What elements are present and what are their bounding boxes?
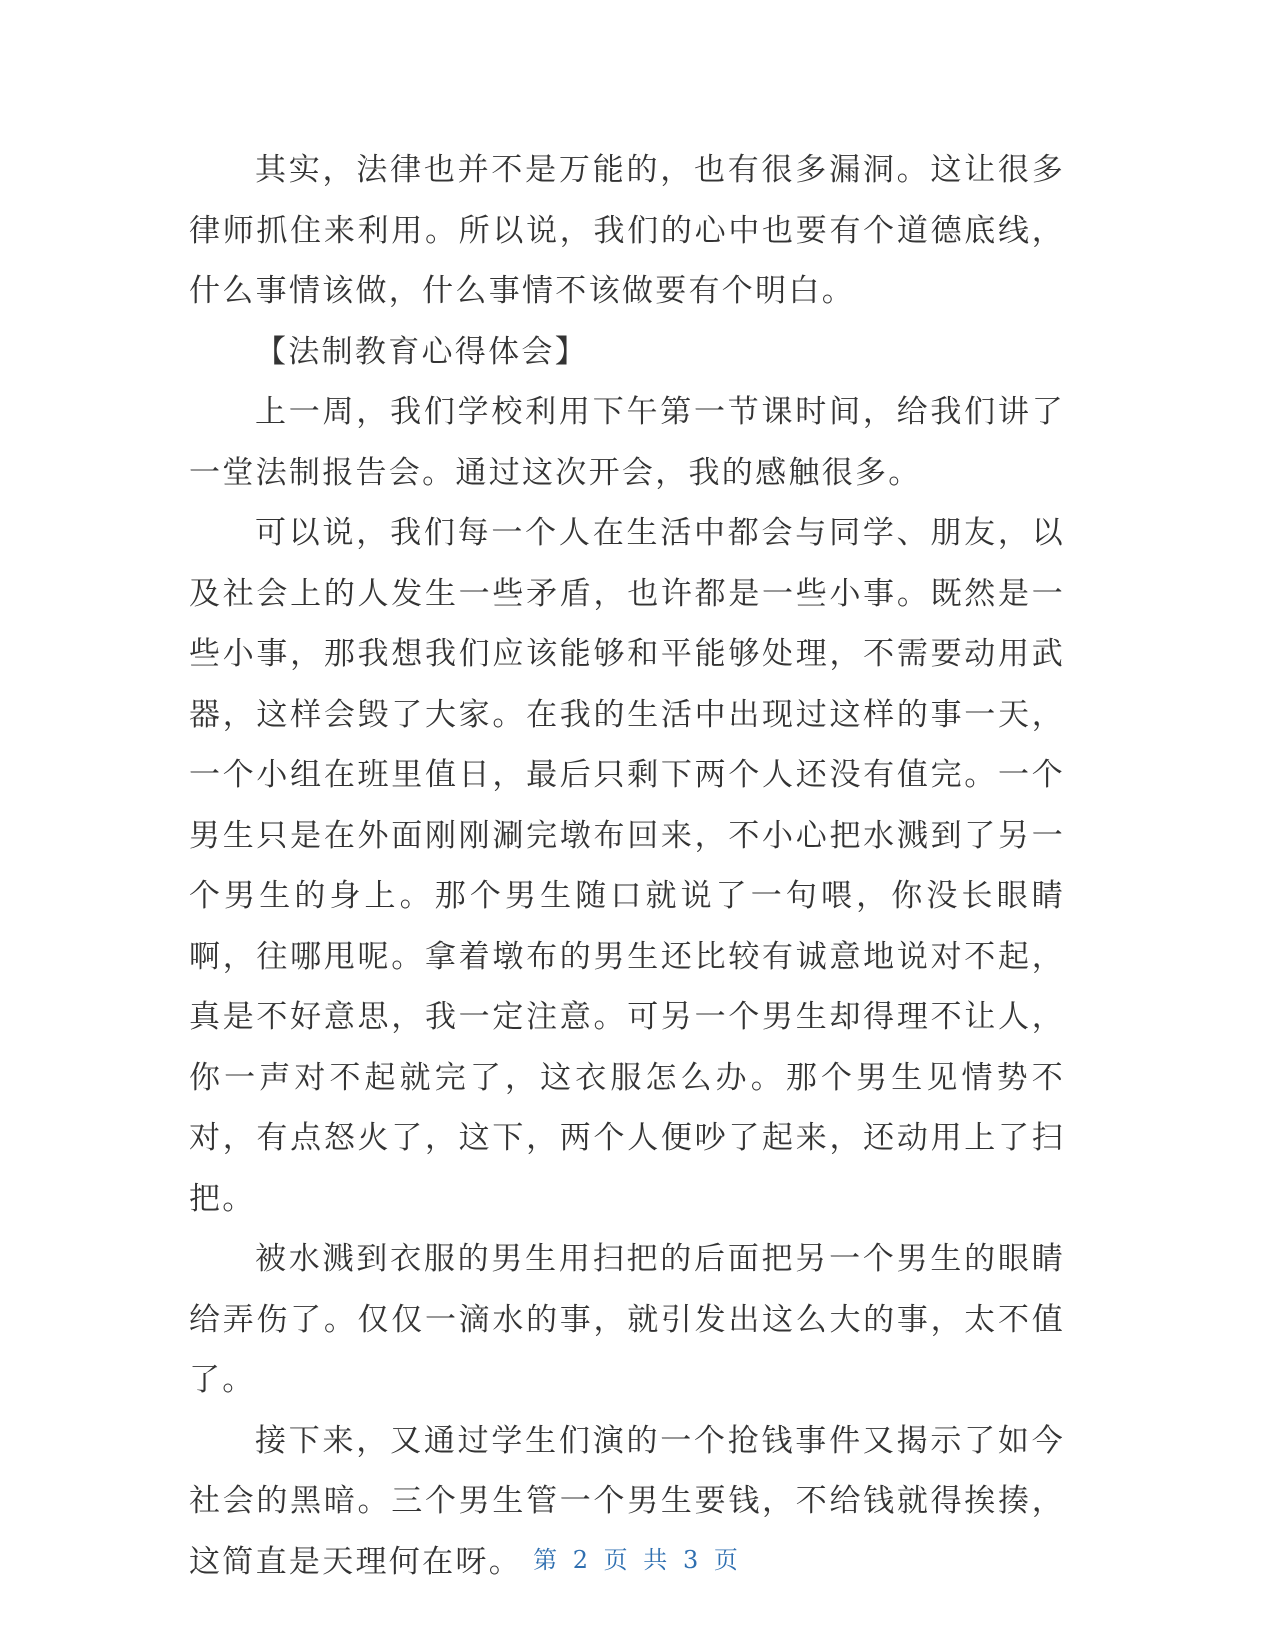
paragraph-injury: 被水溅到衣服的男生用扫把的后面把另一个男生的眼睛给弄伤了。仅仅一滴水的事，就引发出这么大的事，太不值了。 xyxy=(189,1241,1065,1398)
document-body xyxy=(189,140,1065,1592)
paragraph-report-meeting: 上一周，我们学校利用下午第一节课时间，给我们讲了一堂法制报告会。通过这次开会，我的感触很多。 xyxy=(189,394,1065,491)
page-number-footer: 第 2 页 共 3 页 xyxy=(533,1546,742,1574)
paragraph-conflict-story: 可以说，我们每一个人在生活中都会与同学、朋友，以及社会上的人发生一些矛盾，也许都是一些小事。既然是一些小事，那我想我们应该能够和平能够处理，不需要动用武器，这样会毁了大家。在我的生活中出现过这样的事一天，一个小组在班里值日，最后只剩下两个人还没有值完。一个男生只是在外面刚刚涮完墩布回来，不小心把水溅到了另一个男生的身上。那个男生随口就说了一句喂，你没长眼睛啊，往哪甩呢。拿着墩布的男生还比较有诚意地说对不起，真是不好意思，我一定注意。可另一个男生却得理不让人，你一声对不起就完了，这衣服怎么办。那个男生见情势不对，有点怒火了，这下，两个人便吵了起来，还动用上了扫把。 xyxy=(189,515,1065,1217)
paragraph-robbery-skit: 接下来，又通过学生们演的一个抢钱事件又揭示了如今社会的黑暗。三个男生管一个男生要钱，不给钱就得挨揍，这简直是天理何在呀。 xyxy=(189,1422,1065,1580)
section-heading: 【法制教育心得体会】 xyxy=(255,333,588,370)
paragraph-law-loopholes: 其实，法律也并不是万能的，也有很多漏洞。这让很多律师抓住来利用。所以说，我们的心中也要有个道德底线，什么事情该做，什么事情不该做要有个明白。 xyxy=(189,152,1065,309)
